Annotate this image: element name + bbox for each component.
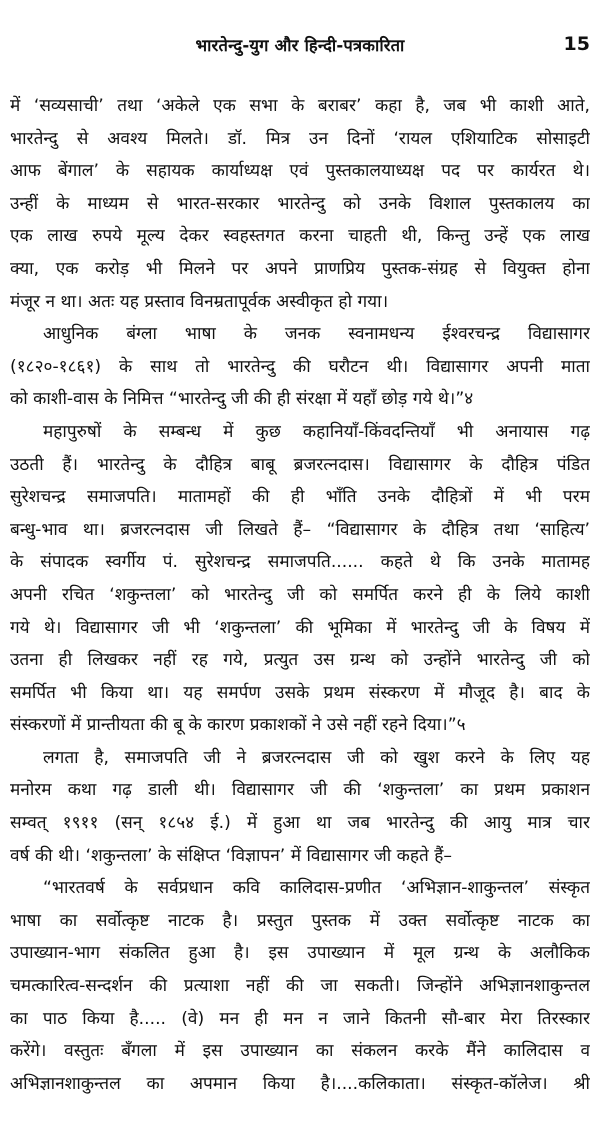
text-line: चमत्कारित्व-सन्दर्शन की प्रत्याशा नहीं की जा सकती। जिन्होंने अभिज्ञानशाकुन्तल (10, 976, 590, 997)
text-line: अभिज्ञानशाकुन्तल का अपमान किया है।....कलिकाता। संस्कृत-कॉलेज। श्री (10, 1073, 590, 1094)
text-line: अपनी रचित ‘शकुन्तला’ को भारतेन्दु जी को समर्पित करने ही के लिये काशी (10, 584, 590, 605)
text-line: का पाठ किया है..... (वे) मन ही मन न जाने कितनी सौ-बार मेरा तिरस्कार (10, 1008, 590, 1029)
text-line: सुरेशचन्द्र समाजपति। मातामहों की ही भाँति उनके दौहित्रों में भी परम (10, 487, 590, 508)
text-line: समर्पित भी किया था। यह समर्पण उसके प्रथम संस्करण में मौजूद है। बाद के (10, 682, 590, 703)
text-line: करेंगे। वस्तुतः बँगला में इस उपाख्यान का संकलन करके मैंने कालिदास व (10, 1041, 590, 1062)
text-line: भाषा का सर्वोत्कृष्ट नाटक है। प्रस्तुत पुस्तक में उक्त सर्वोत्कृष्ट नाटक का (10, 910, 590, 931)
text-line: गये थे। विद्यासागर जी भी ‘शकुन्तला’ की भूमिका में भारतेन्दु जी के विषय में (10, 617, 590, 638)
text-line: एक लाख रुपये मूल्य देकर स्वहस्तगत करना चाहती थी, किन्तु उन्हें एक लाख (10, 226, 590, 247)
body-text (10, 90, 590, 1100)
page-number: 15 (563, 33, 590, 55)
text-line: भारतेन्दु से अवश्य मिलते। डॉ. मित्र उन दिनों ‘रायल एशियाटिक सोसाइटी (10, 128, 590, 149)
text-line: सम्वत् १९११ (सन् १८५४ ई.) में हुआ था जब भारतेन्दु की आयु मात्र चार (10, 813, 590, 834)
text-line: लगता है, समाजपति जी ने ब्रजरत्नदास जी को खुश करने के लिए यह (43, 747, 590, 768)
text-line: मनोरम कथा गढ़ डाली थी। विद्यासागर जी की ‘शकुन्तला’ का प्रथम प्रकाशन (10, 780, 590, 801)
text-line: में ‘सव्यसाची’ तथा ‘अकेले एक सभा के बराबर’ कहा है, जब भी काशी आते, (10, 96, 590, 116)
running-head: भारतेन्दु-युग और हिन्दी-पत्रकारिता (195, 36, 405, 55)
text-line: क्या, एक करोड़ भी मिलने पर अपने प्राणप्रिय पुस्तक-संग्रह से वियुक्त होना (10, 258, 590, 279)
text-line: संस्करणों में प्रान्तीयता की बू के कारण प्रकाशकों ने उसे नहीं रहने दिया।”५ (10, 715, 466, 736)
text-line: उपाख्यान-भाग संकलित हुआ है। इस उपाख्यान में मूल ग्रन्थ के अलौकिक (10, 943, 590, 964)
text-line: के संपादक स्वर्गीय पं. सुरेशचन्द्र समाजपति...... कहते थे कि उनके मातामह (10, 552, 590, 573)
text-line: महापुरुषों के सम्बन्ध में कुछ कहानियाँ-किंवदन्तियाँ भी अनायास गढ़ (43, 421, 590, 442)
text-line: उन्हीं के माध्यम से भारत-सरकार भारतेन्दु को उनके विशाल पुस्तकालय का (10, 193, 590, 214)
text-line: आफ बेंगाल’ के सहायक कार्याध्यक्ष एवं पुस्तकालयाध्यक्ष पद पर कार्यरत थे। (10, 161, 590, 182)
text-line: (१८२०-१८६१) के साथ तो भारतेन्दु की घरौटन थी। विद्यासागर अपनी माता (10, 356, 590, 377)
text-line: उठती हैं। भारतेन्दु के दौहित्र बाबू ब्रजरत्नदास। विद्यासागर के दौहित्र पंडित (10, 454, 590, 475)
text-line: उतना ही लिखकर नहीं रह गये, प्रत्युत उस ग्रन्थ को उन्होंने भारतेन्दु जी को (10, 650, 590, 671)
text-line: आधुनिक बंग्ला भाषा के जनक स्वनामधन्य ईश्वरचन्द्र विद्यासागर (43, 324, 590, 345)
text-line: “भारतवर्ष के सर्वप्रधान कवि कालिदास-प्रणीत ‘अभिज्ञान-शाकुन्तल’ संस्कृत (43, 878, 590, 899)
text-line: मंजूर न था। अतः यह प्रस्ताव विनम्रतापूर्वक अस्वीकृत हो गया। (10, 291, 389, 312)
text-line: वर्ष की थी। ‘शकुन्तला’ के संक्षिप्त ‘विज्ञापन’ में विद्यासागर जी कहते हैं– (10, 845, 452, 866)
text-line: को काशी-वास के निमित्त “भारतेन्दु जी की ही संरक्षा में यहाँ छोड़ गये थे।”४ (10, 389, 474, 410)
page-header (0, 33, 600, 63)
text-line: बन्धु-भाव था। ब्रजरत्नदास जी लिखते हैं– “विद्यासागर के दौहित्र तथा ‘साहित्य’ (10, 519, 590, 540)
